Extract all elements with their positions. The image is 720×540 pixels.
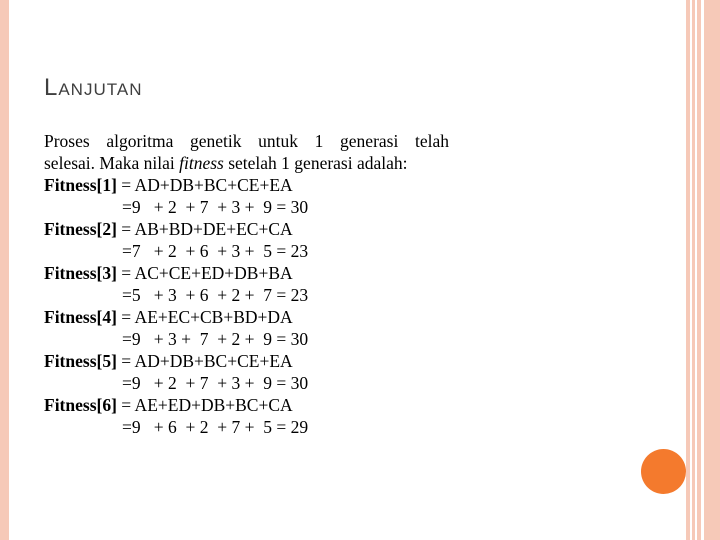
intro-line-2-end: setelah 1 generasi adalah: — [223, 153, 408, 173]
fitness-label: Fitness[4] — [44, 307, 117, 327]
intro-line-2 — [44, 152, 449, 174]
fitness-block-6 — [44, 394, 449, 438]
fitness-label: Fitness[2] — [44, 219, 117, 239]
fitness-formula-line — [44, 306, 449, 328]
fitness-label: Fitness[5] — [44, 351, 117, 371]
fitness-values: =9 + 3 + 7 + 2 + 9 = 30 — [122, 329, 309, 349]
fitness-formula: = AB+BD+DE+EC+CA — [116, 219, 293, 239]
orange-circle-decoration — [641, 449, 686, 494]
fitness-formula-line — [44, 350, 449, 372]
fitness-label: Fitness[3] — [44, 263, 117, 283]
intro-line-2-start: selesai. Maka nilai — [44, 153, 180, 173]
fitness-formula-line — [44, 218, 449, 240]
fitness-label: Fitness[1] — [44, 175, 117, 195]
fitness-formula-line — [44, 174, 449, 196]
slide-content — [44, 130, 449, 438]
fitness-formula: = AE+ED+DB+BC+CA — [116, 395, 293, 415]
intro-paragraph — [44, 130, 449, 174]
intro-line-1: Proses algoritma genetik untuk 1 generasi telah — [44, 131, 449, 151]
fitness-values: =9 + 6 + 2 + 7 + 5 = 29 — [122, 417, 309, 437]
fitness-label: Fitness[6] — [44, 395, 117, 415]
slide-title: Lanjutan — [44, 74, 143, 101]
fitness-block-3 — [44, 262, 449, 306]
right-decorative-bars — [686, 0, 720, 540]
fitness-formula-line — [44, 262, 449, 284]
fitness-formula: = AD+DB+BC+CE+EA — [116, 175, 293, 195]
fitness-formula: = AE+EC+CB+BD+DA — [116, 307, 293, 327]
fitness-values: =5 + 3 + 6 + 2 + 7 = 23 — [122, 285, 309, 305]
left-decorative-border — [0, 0, 9, 540]
fitness-formula: = AD+DB+BC+CE+EA — [116, 351, 293, 371]
fitness-formula-line — [44, 394, 449, 416]
fitness-block-5 — [44, 350, 449, 394]
fitness-block-1 — [44, 174, 449, 218]
fitness-values: =9 + 2 + 7 + 3 + 9 = 30 — [122, 373, 309, 393]
fitness-values: =9 + 2 + 7 + 3 + 9 = 30 — [122, 197, 309, 217]
fitness-formula: = AC+CE+ED+DB+BA — [116, 263, 293, 283]
fitness-block-4 — [44, 306, 449, 350]
fitness-values: =7 + 2 + 6 + 3 + 5 = 23 — [122, 241, 309, 261]
fitness-block-2 — [44, 218, 449, 262]
intro-line-2-italic: fitness — [179, 153, 224, 173]
